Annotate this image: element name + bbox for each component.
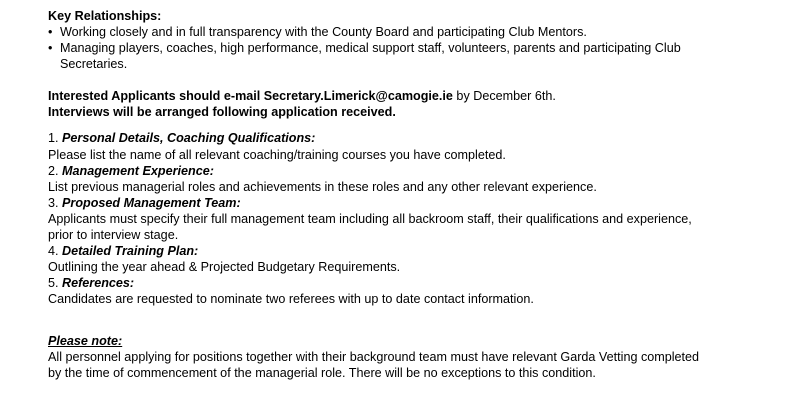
interview-note: Interviews will be arranged following application received.: [48, 105, 396, 119]
key-relationships-heading: Key Relationships:: [48, 9, 162, 23]
application-email-text: Interested Applicants should e-mail Secretary.Limerick@camogie.ie: [48, 89, 453, 103]
list-item-text: Working closely and in full transparency with the County Board and participating Club Mentors.: [60, 25, 587, 39]
section-body: Outlining the year ahead & Projected Budgetary Requirements.: [48, 260, 401, 274]
bullet-icon: •: [48, 41, 53, 55]
section-title: Detailed Training Plan:: [62, 244, 199, 258]
section-number: 1.: [48, 131, 63, 145]
section-body: Applicants must specify their full management team including all backroom staff, their qualifications and experience,: [48, 212, 692, 226]
section-number: 5.: [48, 276, 63, 290]
section-heading: [48, 130, 315, 146]
section-body: Please list the name of all relevant coaching/training courses you have completed.: [48, 148, 506, 162]
note-body-continued: by the time of commencement of the managerial role. There will be no exceptions to this condition.: [48, 366, 596, 380]
application-deadline-text: by December 6th.: [452, 89, 556, 103]
list-item-text-continued: Secretaries.: [60, 57, 128, 71]
section-number: 4.: [48, 244, 63, 258]
section-title: Personal Details, Coaching Qualifications:: [62, 131, 316, 145]
bullet-icon: •: [48, 25, 53, 39]
note-heading: Please note:: [48, 334, 123, 348]
section-number: 3.: [48, 196, 63, 210]
list-item-text: Managing players, coaches, high performance, medical support staff, volunteers, parents and participating Club: [60, 41, 681, 55]
section-title: References:: [62, 276, 135, 290]
section-title: Proposed Management Team:: [62, 196, 241, 210]
section-number: 2.: [48, 164, 63, 178]
section-title: Management Experience:: [62, 164, 214, 178]
section-heading: [48, 195, 241, 211]
application-instruction: [48, 88, 556, 104]
section-body: List previous managerial roles and achievements in these roles and any other relevant experience.: [48, 180, 597, 194]
section-body: Candidates are requested to nominate two referees with up to date contact information.: [48, 292, 534, 306]
section-body-continued: prior to interview stage.: [48, 228, 179, 242]
section-heading: [48, 163, 214, 179]
section-heading: [48, 243, 198, 259]
note-body: All personnel applying for positions together with their background team must have relevant Garda Vetting completed: [48, 350, 700, 364]
section-heading: [48, 275, 134, 291]
